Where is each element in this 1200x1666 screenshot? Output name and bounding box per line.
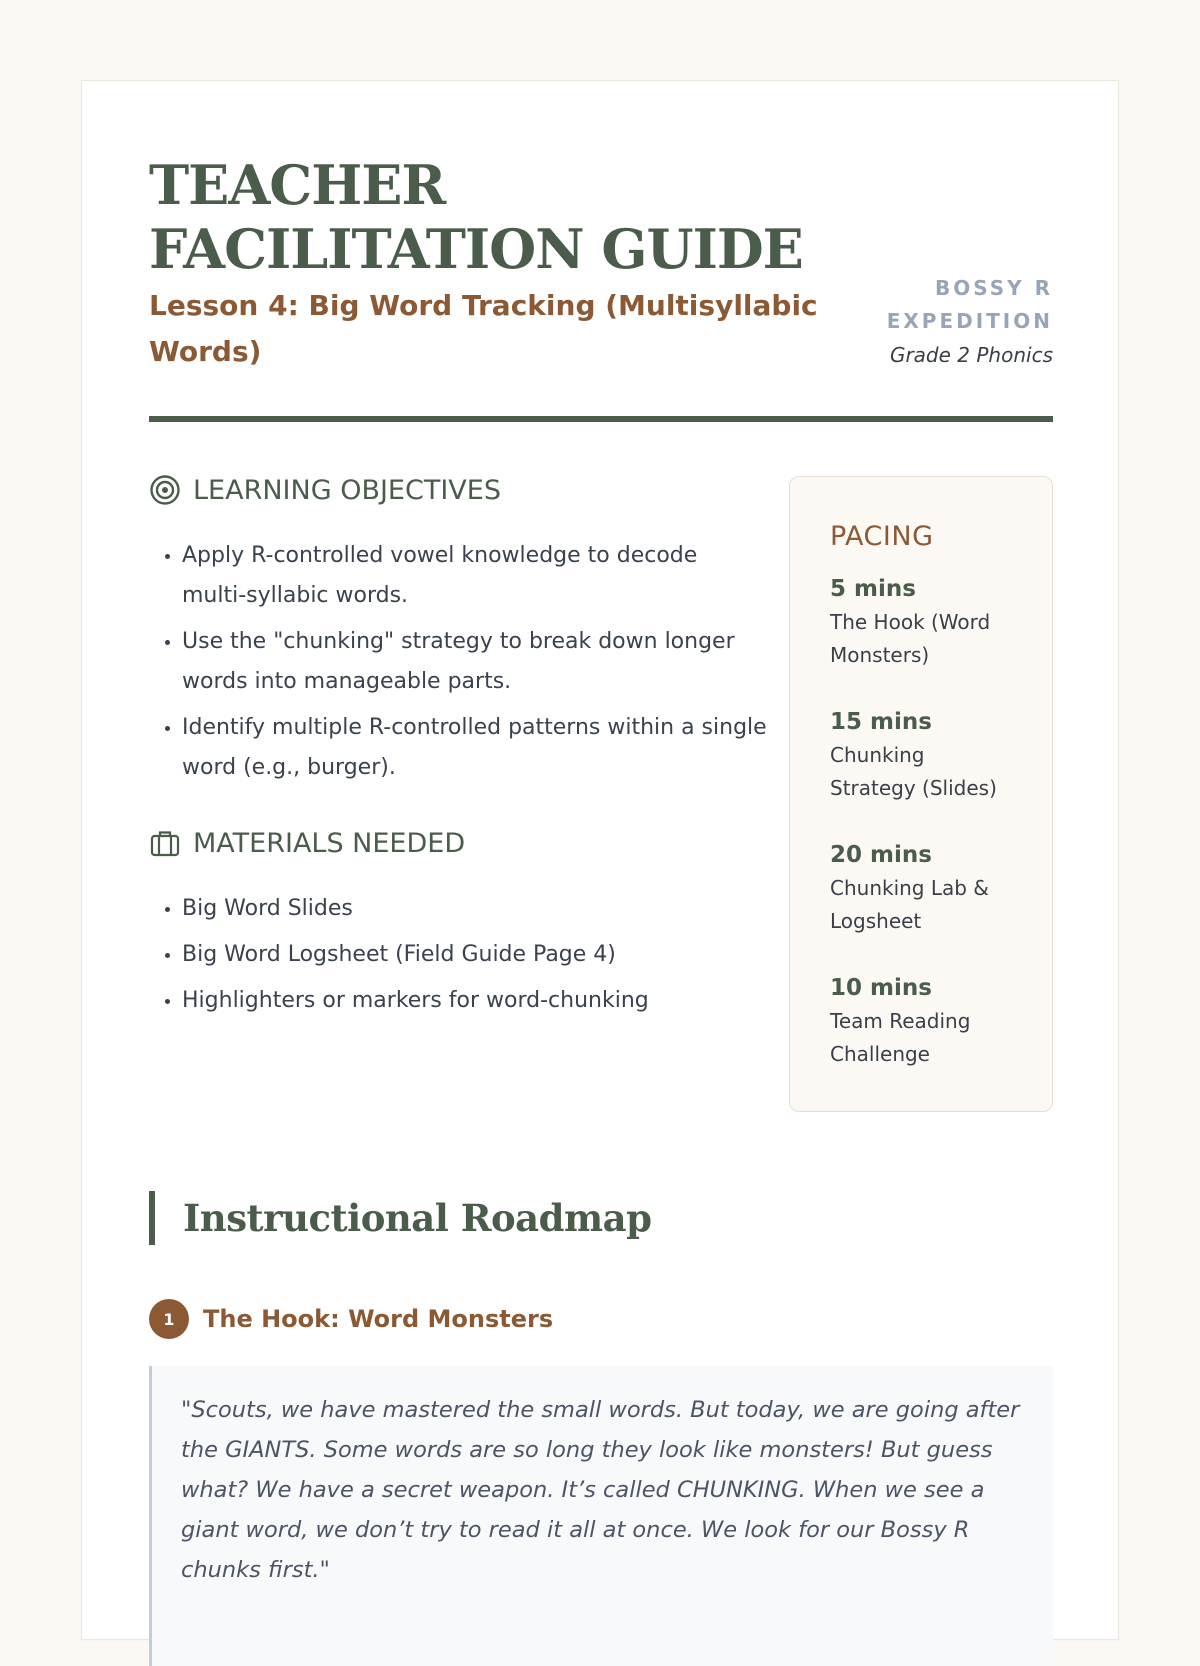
- pacing-heading: PACING: [830, 521, 934, 552]
- page-title: [149, 153, 849, 281]
- pacing-time: 15 mins: [830, 709, 932, 735]
- pacing-activity: Team Reading Challenge: [830, 1009, 971, 1066]
- pacing-item: [830, 971, 1012, 1071]
- list-item: • Apply R-controlled vowel knowledge to decode multi-syllabic words.: [182, 536, 767, 616]
- list-item: • Big Word Slides: [182, 889, 767, 929]
- pacing-item: [830, 838, 1012, 938]
- expedition-name-line-2: EXPEDITION: [886, 309, 1053, 333]
- lesson-subtitle: Lesson 4: Big Word Tracking (Multisyllabic Words): [149, 289, 818, 368]
- grade-label: Grade 2 Phonics: [889, 343, 1053, 367]
- pacing-item: [830, 705, 1012, 805]
- teacher-script-quote: "Scouts, we have mastered the small words. But today, we are going after the GIANTS. Some words are so long they look like monsters! But guess what? We have a secret weapon. It’s called CHUNKING. When we see a giant word, we don’t try to read it all at once. We look for our Bossy R chunks first.": [149, 1366, 1053, 1666]
- title-line-2: FACILITATION GUIDE: [149, 217, 803, 281]
- list-item: • Big Word Logsheet (Field Guide Page 4): [182, 935, 767, 975]
- roadmap-step: [149, 1299, 553, 1339]
- step-number-badge: 1: [149, 1299, 189, 1339]
- guide-page: [81, 80, 1119, 1640]
- roadmap-heading: Instructional Roadmap: [149, 1191, 651, 1245]
- objectives-heading-label: LEARNING OBJECTIVES: [193, 474, 501, 506]
- pacing-activity: The Hook (Word Monsters): [830, 610, 991, 667]
- briefcase-icon: [149, 827, 181, 859]
- materials-heading-label: MATERIALS NEEDED: [193, 827, 466, 859]
- expedition-name-line-1: BOSSY R: [934, 276, 1053, 300]
- target-icon: [149, 474, 181, 506]
- pacing-activity: Chunking Strategy (Slides): [830, 743, 997, 800]
- objectives-list: [149, 536, 767, 794]
- list-item: • Highlighters or markers for word-chunking: [182, 981, 767, 1021]
- pacing-activity: Chunking Lab & Logsheet: [830, 876, 989, 933]
- expedition-name: [793, 272, 1053, 338]
- expedition-tag: [793, 272, 1053, 372]
- pacing-card: [789, 476, 1053, 1112]
- list-item: • Use the "chunking" strategy to break down longer words into manageable parts.: [182, 622, 767, 702]
- pacing-time: 5 mins: [830, 576, 916, 602]
- step-title: The Hook: Word Monsters: [203, 1305, 554, 1333]
- pacing-item: [830, 572, 1012, 672]
- pacing-time: 20 mins: [830, 842, 932, 868]
- materials-list: [149, 889, 767, 1027]
- list-item: • Identify multiple R-controlled patterns within a single word (e.g., burger).: [182, 708, 767, 788]
- objectives-heading: [149, 474, 501, 506]
- pacing-time: 10 mins: [830, 975, 932, 1001]
- title-line-1: TEACHER: [149, 153, 446, 217]
- materials-heading: [149, 827, 465, 859]
- header-divider: [149, 416, 1053, 422]
